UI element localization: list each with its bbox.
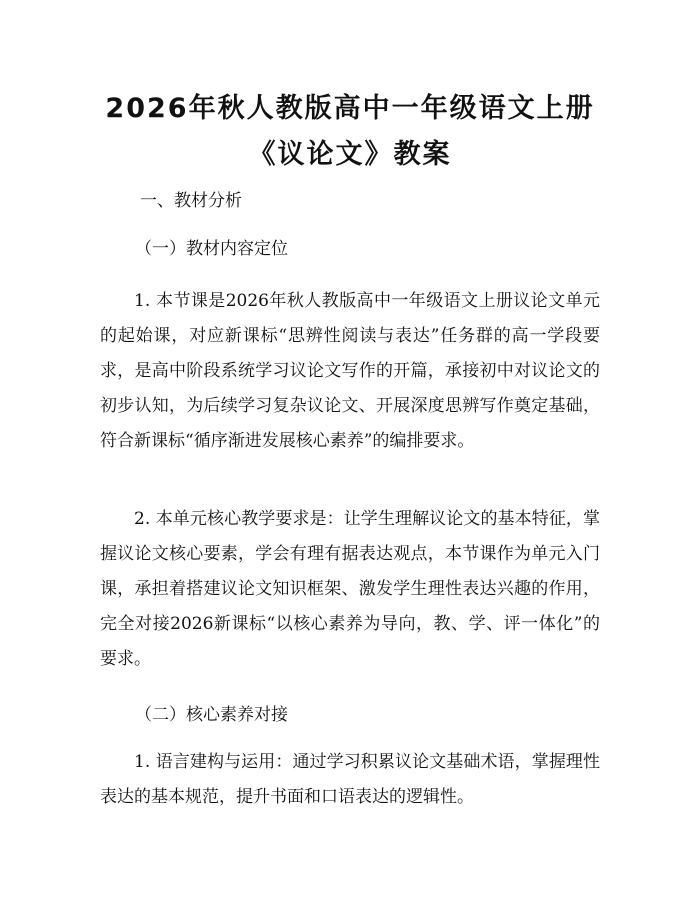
subsection-heading-core-literacy: （二）核心素养对接 — [135, 705, 288, 725]
paragraph-3: 1. 语言建构与运用：通过学习积累议论文基础术语，掌握理性表达的基本规范，提升书面和口语表达的逻辑性。 — [100, 752, 600, 807]
section-heading-textbook-analysis: 一、教材分析 — [140, 191, 242, 211]
paragraph-1: 1. 本节课是2026年秋人教版高中一年级语文上册议论文单元的起始课，对应新课标“思辨性阅读与表达”任务群的高一学段要求，是高中阶段系统学习议论文写作的开篇，承接初中对议论文的初步认知，为后续学习复杂议论文、开展深度思辨写作奠定基础，符合新课标“循序渐进发展核心素养”的编排要求。 — [100, 291, 600, 451]
subsection-heading-content-positioning: （一）教材内容定位 — [135, 239, 288, 259]
paragraph-2: 2. 本单元核心教学要求是：让学生理解议论文的基本特征，掌握议论文核心要素，学会有理有据表达观点，本节课作为单元入门课，承担着搭建议论文知识框架、激发学生理性表达兴趣的作用，完全对接2026新课标“以核心素养为导向，教、学、评一体化”的要求。 — [100, 509, 600, 669]
document-title: 2026年秋人教版高中一年级语文上册《议论文》教案 — [105, 93, 595, 170]
